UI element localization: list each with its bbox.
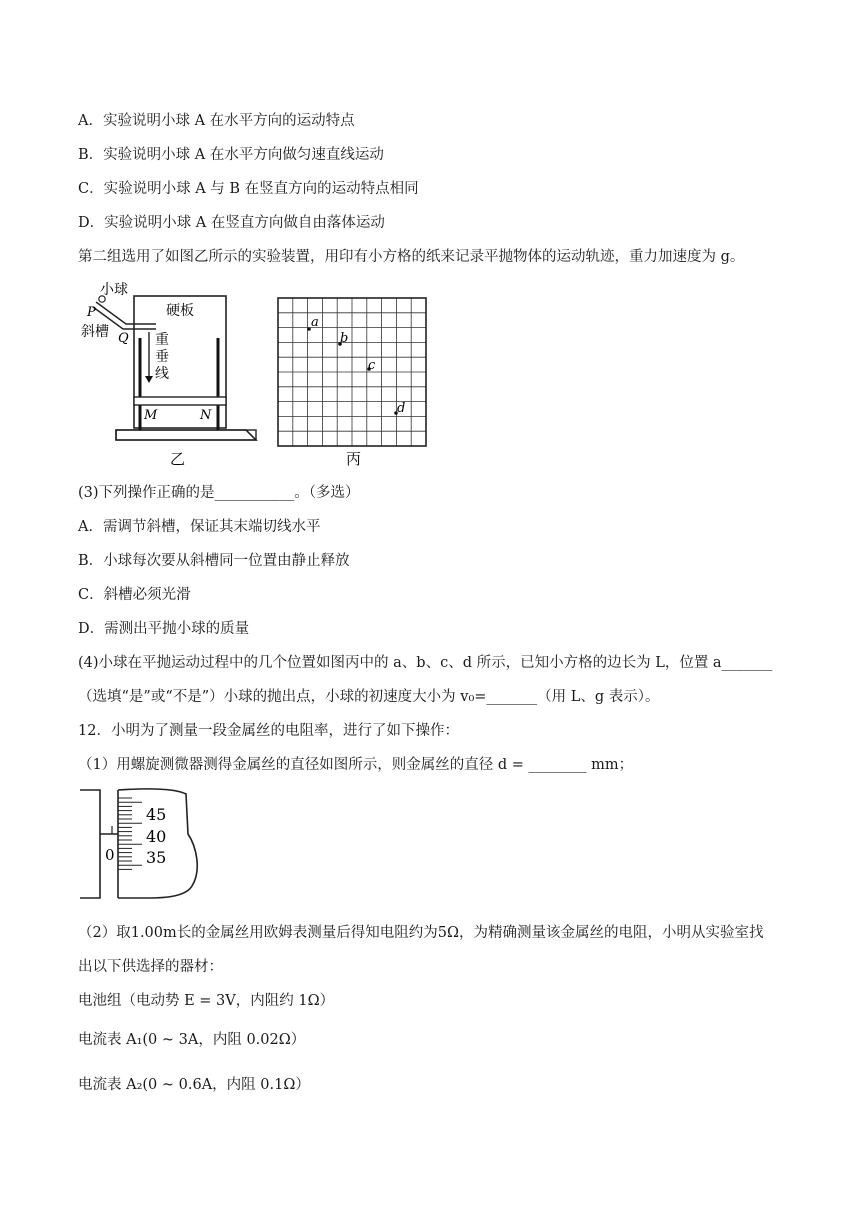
label-M: M [144, 408, 158, 423]
equipment-ammeter-a1: 电流表 A₁(0 ~ 3A，内阻 0.02Ω） [78, 1032, 306, 1048]
q4-line1: (4)小球在平抛运动过程中的几个位置如图丙中的 a、b、c、d 所示，已知小方格的边长为 L，位置 a_______ [78, 655, 773, 671]
group2-intro: 第二组选用了如图乙所示的实验装置，用印有小方格的纸来记录平抛物体的运动轨迹，重力加速度为 g。 [78, 249, 745, 265]
label-point-c: c [368, 358, 376, 373]
label-plumb-1: 重 [155, 332, 169, 348]
label-board: 硬板 [166, 303, 194, 319]
q12-part2-line2: 出以下供选择的器材： [78, 959, 223, 975]
label-Q: Q [118, 331, 129, 346]
label-plumb-3: 线 [155, 366, 169, 382]
figure-bing-grid [276, 296, 436, 471]
label-point-d: d [397, 401, 406, 416]
q3-option-c: C．斜槽必须光滑 [78, 587, 191, 603]
label-point-a: a [311, 315, 319, 330]
micrometer-figure [78, 786, 218, 906]
q3-option-a: A．需调节斜槽，保证其末端切线水平 [78, 519, 321, 535]
micrometer-zero: 0 [105, 846, 115, 864]
equipment-battery: 电池组（电动势 E = 3V，内阻约 1Ω） [78, 993, 335, 1009]
q3-stem: (3)下列操作正确的是___________。（多选） [78, 485, 360, 501]
q12-stem: 12．小明为了测量一段金属丝的电阻率，进行了如下操作： [78, 723, 459, 739]
base-stand [116, 430, 256, 440]
label-N: N [200, 408, 212, 423]
option-b: B．实验说明小球 A 在水平方向做匀速直线运动 [78, 147, 384, 163]
label-point-b: b [340, 331, 349, 346]
caption-yi: 乙 [170, 450, 186, 468]
option-a: A．实验说明小球 A 在水平方向的运动特点 [78, 113, 355, 129]
option-d: D．实验说明小球 A 在竖直方向做自由落体运动 [78, 215, 385, 231]
equipment-ammeter-a2: 电流表 A₂(0 ~ 0.6A，内阻 0.1Ω） [78, 1077, 310, 1093]
chute [96, 302, 156, 324]
caption-bing: 丙 [346, 450, 362, 468]
q3-option-d: D．需测出平抛小球的质量 [78, 621, 250, 637]
q12-part1: （1）用螺旋测微器测得金属丝的直径如图所示，则金属丝的直径 d = ________ mm； [78, 757, 634, 773]
label-ball: 小球 [100, 282, 128, 298]
label-plumb-2: 垂 [155, 349, 169, 365]
label-P: P [87, 305, 96, 320]
micrometer-35: 35 [146, 848, 167, 867]
figure-yi-apparatus [78, 280, 258, 470]
micrometer-45: 45 [146, 805, 167, 824]
micrometer-40: 40 [146, 827, 167, 846]
label-chute: 斜槽 [81, 324, 109, 340]
plumb-arrow-icon [145, 376, 153, 383]
option-c: C．实验说明小球 A 与 B 在竖直方向的运动特点相同 [78, 181, 419, 197]
q4-line2: （选填“是”或“不是”）小球的抛出点，小球的初速度大小为 v₀=_______（用 L、g 表示）。 [78, 689, 660, 705]
q12-part2-line1: （2）取1.00m长的金属丝用欧姆表测量后得知电阻约为5Ω，为精确测量该金属丝的电阻，小明从实验室找 [78, 925, 764, 941]
q3-option-b: B．小球每次要从斜槽同一位置由静止释放 [78, 553, 350, 569]
horizontal-plate [134, 397, 226, 405]
